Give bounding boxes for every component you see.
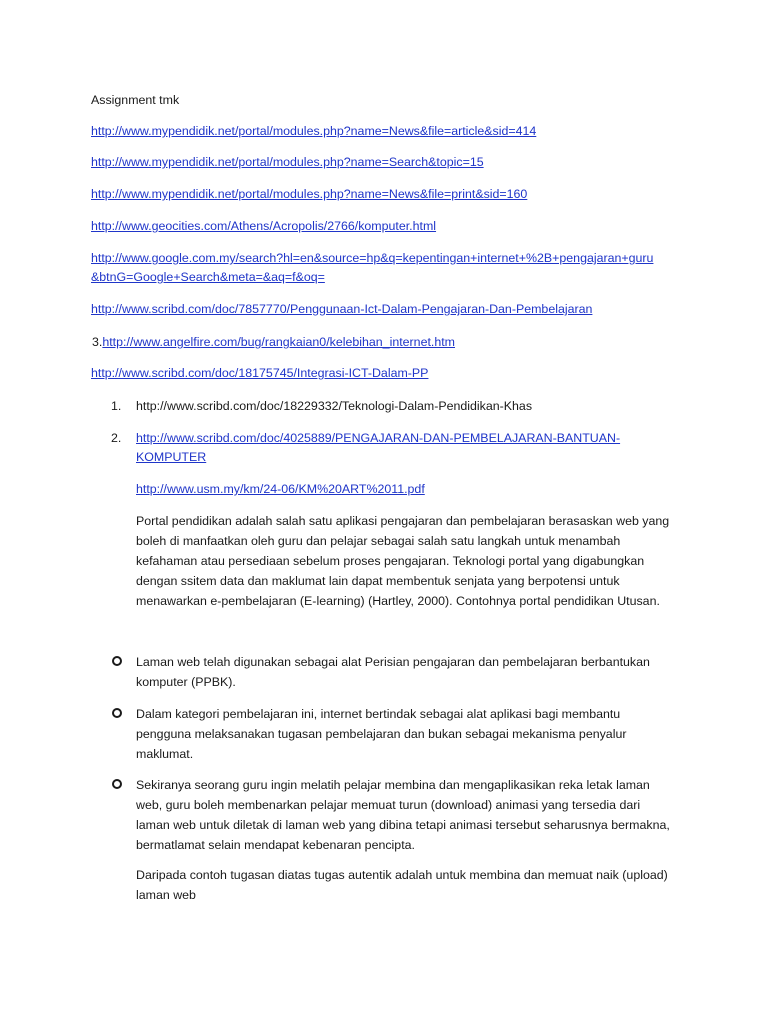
list-prefix: 3. [92,335,103,349]
bullet-text: Sekiranya seorang guru ingin melatih pelajar membina dan mengaplikasikan reka letak laman web, guru boleh membenarkan pelajar memuat turun (download) animasi yang tersedia dari laman web untuk diletak di laman web yang dibina tetapi animasi tersebut seharusnya bermakna, bermatlamat selain mendapat kebenaran pencipta. [136,778,670,852]
link-angelfire[interactable]: http://www.angelfire.com/bug/rangkaian0/kelebihan_internet.htm [102,335,455,349]
paragraph-conclusion: Daripada contoh tugasan diatas tugas autentik adalah untuk membina dan memuat naik (upload) laman web [136,868,668,902]
list-number: 1. [111,399,122,413]
link-mypendidik-search[interactable]: http://www.mypendidik.net/portal/modules.php?name=Search&topic=15 [91,155,484,169]
link-geocities[interactable]: http://www.geocities.com/Athens/Acropolis/2766/komputer.html [91,219,437,233]
link-google-search-cont[interactable]: &btnG=Google+Search&meta=&aq=f&oq= [91,270,325,284]
bullet-text: Dalam kategori pembelajaran ini, internet bertindak sebagai alat aplikasi bagi membantu pengguna melaksanakan tugasan pembelajaran dan bukan sebagai mekanisma penyalur maklumat. [136,707,627,761]
link-scribd-penggunaan[interactable]: http://www.scribd.com/doc/7857770/Penggunaan-Ict-Dalam-Pengajaran-Dan-Pembelajaran [91,302,593,316]
link-usm[interactable]: http://www.usm.my/km/24-06/KM%20ART%2011.pdf [136,482,425,496]
list-number: 2. [111,431,122,445]
link-mypendidik-print[interactable]: http://www.mypendidik.net/portal/modules.php?name=News&file=print&sid=160 [91,187,528,201]
link-google-search[interactable]: http://www.google.com.my/search?hl=en&source=hp&q=kepentingan+internet+%2B+pengajaran+guru [91,251,654,265]
bullet-circle-icon [112,656,122,666]
bullet-text: Laman web telah digunakan sebagai alat Perisian pengajaran dan pembelajaran berbantukan komputer (PPBK). [136,655,650,689]
numbered-item-text: http://www.scribd.com/doc/18229332/Teknologi-Dalam-Pendidikan-Khas [136,399,533,413]
paragraph-portal: Portal pendidikan adalah salah satu aplikasi pengajaran dan pembelajaran berasaskan web yang boleh di manfaatkan oleh guru dan pelajar sebagai salah satu langkah untuk menambah kefahaman atau persediaan sebelum proses pengajaran. Teknologi portal yang digabungkan dengan ssitem data dan maklumat lain dapat membentuk senjata yang berpotensi untuk menawarkan e-pembelajaran (E-learning) (Hartley, 2000). Contohnya portal pendidikan Utusan. [136,514,670,608]
bullet-circle-icon [112,708,122,718]
angelfire-line [92,333,455,352]
bullet-circle-icon [112,779,122,789]
link-scribd-pengajaran[interactable]: http://www.scribd.com/doc/4025889/PENGAJARAN-DAN-PEMBELAJARAN-BANTUAN- [136,431,621,445]
link-mypendidik-article[interactable]: http://www.mypendidik.net/portal/modules.php?name=News&file=article&sid=414 [91,124,537,138]
document-title: Assignment tmk [91,93,180,107]
link-scribd-pengajaran-cont[interactable]: KOMPUTER [136,450,207,464]
link-scribd-integrasi[interactable]: http://www.scribd.com/doc/18175745/Integrasi-ICT-Dalam-PP [91,366,429,380]
